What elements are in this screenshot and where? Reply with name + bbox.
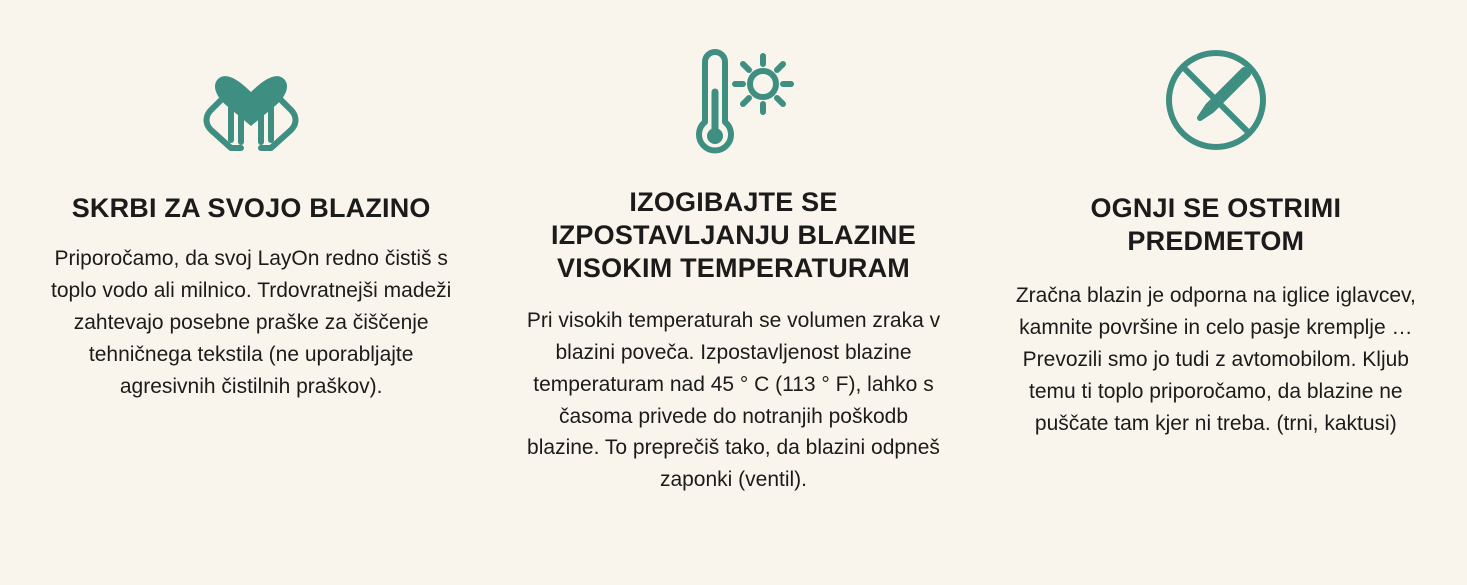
feature-body: Zračna blazin je odporna na iglice iglavcev, kamnite površine in celo pasje kremplje … Prevozili smo jo tudi z avtomobilom. Kljub temu ti toplo priporočamo, da blazine ne puščate tam kjer ni treba. (trni, kaktusi): [1015, 283, 1416, 435]
feature-card-care: [10, 30, 492, 402]
hands-holding-heart-icon: [187, 30, 315, 170]
thermometer-sun-icon: [667, 30, 799, 170]
feature-card-heat: [492, 30, 974, 496]
feature-title: OGNJI SE OSTRIMI PREDMETOM: [1090, 193, 1342, 256]
feature-body: Priporočamo, da svoj LayOn redno čistiš s toplo vodo ali milnico. Trdovratnejši madeži zahtevajo posebne praške za čiščenje tehničnega tekstila (ne uporabljajte agresivnih čistilnih praškov).: [50, 246, 452, 398]
feature-title: SKRBI ZA SVOJO BLAZINO: [71, 193, 431, 223]
no-sharp-objects-icon: [1152, 30, 1280, 170]
feature-body: Pri visokih temperaturah se volumen zraka v blazini poveča. Izpostavljenost blazine temperaturam nad 45 ° C (113 ° F), lahko s časoma privede do notranjih poškodb blazine. To preprečiš tako, da blazini odpneš zaponki (ventil).: [526, 308, 941, 492]
feature-title: IZOGIBAJTE SE IZPOSTAVLJANJU BLAZINE VISOKIM TEMPERATURAM: [551, 187, 916, 283]
feature-card-sharp: [975, 30, 1457, 439]
